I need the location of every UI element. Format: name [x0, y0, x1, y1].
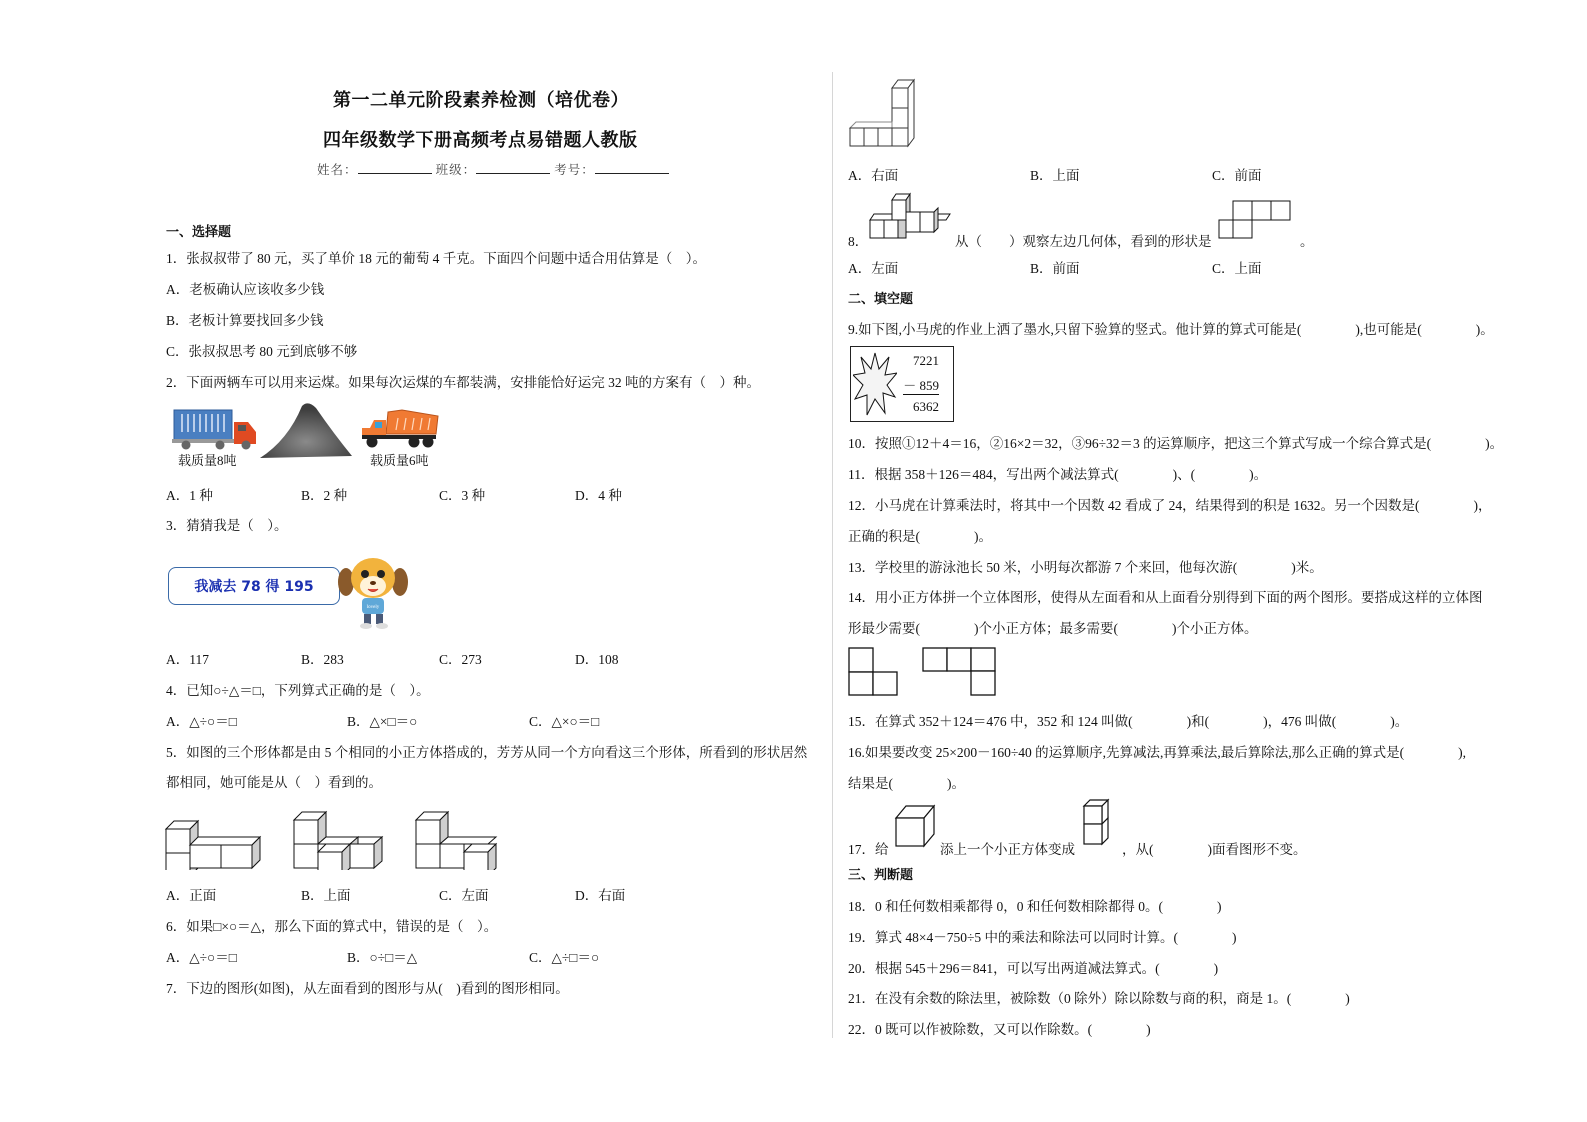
- student-info: [317, 160, 669, 178]
- page-title: 第一二单元阶段素养检测（培优卷）: [333, 90, 629, 111]
- q8-end: 。: [1300, 234, 1314, 249]
- q6-stem: 6．如果□×○＝△，那么下面的算式中，错误的是（ ）。: [166, 919, 498, 934]
- q8-option-b: B．前面: [1030, 261, 1080, 276]
- q17-number: 17．给: [848, 842, 889, 857]
- class-blank[interactable]: [476, 161, 550, 174]
- q5-option-c: C．左面: [439, 888, 489, 903]
- dump-truck-icon: [358, 406, 440, 450]
- q8-option-c: C．上面: [1212, 261, 1262, 276]
- shirt-text: lovely: [366, 605, 380, 610]
- q14-line1: 14．用小正方体拼一个立体图形，使得从左面看和从上面看分别得到下面的两个图形。要搭成这样的立体图: [848, 590, 1483, 605]
- q3-option-b: B．283: [301, 652, 344, 667]
- exam-number-blank[interactable]: [595, 161, 669, 174]
- container-truck-icon: [172, 406, 258, 450]
- q16-line1: 16.如果要改变 25×200－160÷40 的运算顺序,先算减法,再算乘法,最后算除法,那么正确的算式是( ),: [848, 745, 1467, 760]
- q5-option-d: D．右面: [575, 888, 626, 903]
- q1-option-b: B．老板计算要找回多少钱: [166, 313, 324, 328]
- q4-option-c: C．△×○＝□: [529, 714, 600, 729]
- coal-pile-icon: [258, 400, 354, 460]
- q14-line2: 形最少需要( )个小正方体；最多需要( )个小正方体。: [848, 621, 1258, 636]
- q18-stem: 18．0 和任何数相乘都得 0，0 和任何数相除都得 0。( ): [848, 899, 1222, 914]
- q12-line1: 12．小马虎在计算乘法时，将其中一个因数 42 看成了 24，结果得到的积是 1632。另一个因数是( )，: [848, 498, 1492, 513]
- q3-stem: 3．猜猜我是（ ）。: [166, 518, 288, 533]
- q8-number: 8．: [848, 234, 869, 249]
- ink-splash-icon: [853, 351, 897, 417]
- q6-option-a: A．△÷○＝□: [166, 950, 237, 965]
- q6-option-b: B．○÷□＝△: [347, 950, 418, 965]
- q2-option-d: D．4 种: [575, 488, 622, 503]
- single-cube-icon: [892, 802, 938, 848]
- bubble-text: 我减去 78 得 195: [194, 579, 314, 595]
- q2-option-a: A．1 种: [166, 488, 213, 503]
- q8-option-a: A．左面: [848, 261, 899, 276]
- q19-stem: 19．算式 48×4－750÷5 中的乘法和除法可以同时计算。( ): [848, 930, 1237, 945]
- page-subtitle: 四年级数学下册高频考点易错题人教版: [323, 130, 638, 151]
- name-label: 姓名：: [317, 163, 358, 177]
- q21-stem: 21．在没有余数的除法里，被除数（0 除外）除以除数与商的积，商是 1。( ): [848, 991, 1350, 1006]
- q3-option-d: D．108: [575, 652, 619, 667]
- calc-result: 6362: [913, 399, 939, 414]
- q4-option-b: B．△×□＝○: [347, 714, 418, 729]
- q1-option-a: A．老板确认应该收多少钱: [166, 282, 325, 297]
- q14-view-figures: [848, 646, 1000, 698]
- q8-stem: 从（ ）观察左边几何体，看到的形状是: [955, 234, 1212, 249]
- q17-stem: 添上一个小正方体变成: [940, 842, 1075, 857]
- q5-stem-line1: 5．如图的三个形体都是由 5 个相同的小正方体搭成的，芳芳从同一个方向看这三个形体，所看到的形状居然: [166, 745, 808, 760]
- q7-cube-figure: [848, 78, 920, 150]
- name-blank[interactable]: [358, 161, 432, 174]
- q5-option-a: A．正面: [166, 888, 217, 903]
- section-choice: 一、选择题: [166, 225, 232, 240]
- q9-stem: 9.如下图,小马虎的作业上洒了墨水,只留下验算的竖式。他计算的算式可能是( ),也可能是( )。: [848, 322, 1494, 337]
- q11-stem: 11．根据 358＋126＝484，写出两个减法算式( )、( )。: [848, 467, 1268, 482]
- q5-stem-line2: 都相同，她可能是从（ ）看到的。: [166, 775, 382, 790]
- q7-stem: 7．下边的图形(如图)，从左面看到的图形与从( )看到的图形相同。: [166, 981, 569, 996]
- q4-stem: 4．已知○÷△＝□，下列算式正确的是（ ）。: [166, 683, 430, 698]
- q10-stem: 10．按照①12＋4＝16，②16×2＝32，③96÷32＝3 的运算顺序，把这三个算式写成一个综合算式是( )。: [848, 436, 1504, 451]
- exam-number-label: 考号：: [554, 163, 595, 177]
- q3-option-c: C．273: [439, 652, 482, 667]
- truck1-caption: 载质量8吨: [178, 453, 237, 468]
- q7-option-c: C．前面: [1212, 168, 1262, 183]
- q22-stem: 22．0 既可以作被除数，又可以作除数。( ): [848, 1022, 1151, 1037]
- q17-end: ，从( )面看图形不变。: [1122, 842, 1307, 857]
- q16-line2: 结果是( )。: [848, 776, 965, 791]
- q20-stem: 20．根据 545＋296＝841，可以写出两道减法算式。( ): [848, 961, 1219, 976]
- q9-calculation-card: [850, 346, 954, 422]
- q1-stem: 1．张叔叔带了 80 元，买了单价 18 元的葡萄 4 千克。下面四个问题中适合用估算是（ ）。: [166, 251, 706, 266]
- stacked-cubes-icon: [1082, 798, 1118, 848]
- cartoon-dog-icon: [336, 552, 410, 630]
- truck2-caption: 载质量6吨: [370, 453, 429, 468]
- calc-top: 7221: [913, 353, 939, 368]
- q8-cube-figure: [868, 192, 952, 240]
- q8-shape-figure: [1218, 200, 1298, 240]
- q4-option-a: A．△÷○＝□: [166, 714, 237, 729]
- q7-option-b: B．上面: [1030, 168, 1080, 183]
- q3-option-a: A．117: [166, 652, 209, 667]
- calc-minus: － 859: [903, 375, 939, 395]
- q1-option-c: C．张叔叔思考 80 元到底够不够: [166, 344, 358, 359]
- q2-stem: 2．下面两辆车可以用来运煤。如果每次运煤的车都装满，安排能恰好运完 32 吨的方案有（ ）种。: [166, 375, 760, 390]
- q13-stem: 13．学校里的游泳池长 50 米，小明每次都游 7 个来回，他每次游( )米。: [848, 560, 1323, 575]
- q2-option-c: C．3 种: [439, 488, 486, 503]
- q2-option-b: B．2 种: [301, 488, 348, 503]
- q15-stem: 15．在算式 352＋124＝476 中，352 和 124 叫做( )和( )，476 叫做( )。: [848, 714, 1409, 729]
- section-true-false: 三、判断题: [848, 868, 914, 883]
- speech-bubble: [168, 567, 340, 605]
- section-fill-blank: 二、填空题: [848, 292, 914, 307]
- column-divider: [832, 72, 833, 1038]
- q6-option-c: C．△÷□＝○: [529, 950, 600, 965]
- q5-option-b: B．上面: [301, 888, 351, 903]
- class-label: 班级：: [435, 163, 477, 177]
- q7-option-a: A．右面: [848, 168, 899, 183]
- q5-cube-figures: [164, 800, 504, 870]
- q12-line2: 正确的积是( )。: [848, 529, 992, 544]
